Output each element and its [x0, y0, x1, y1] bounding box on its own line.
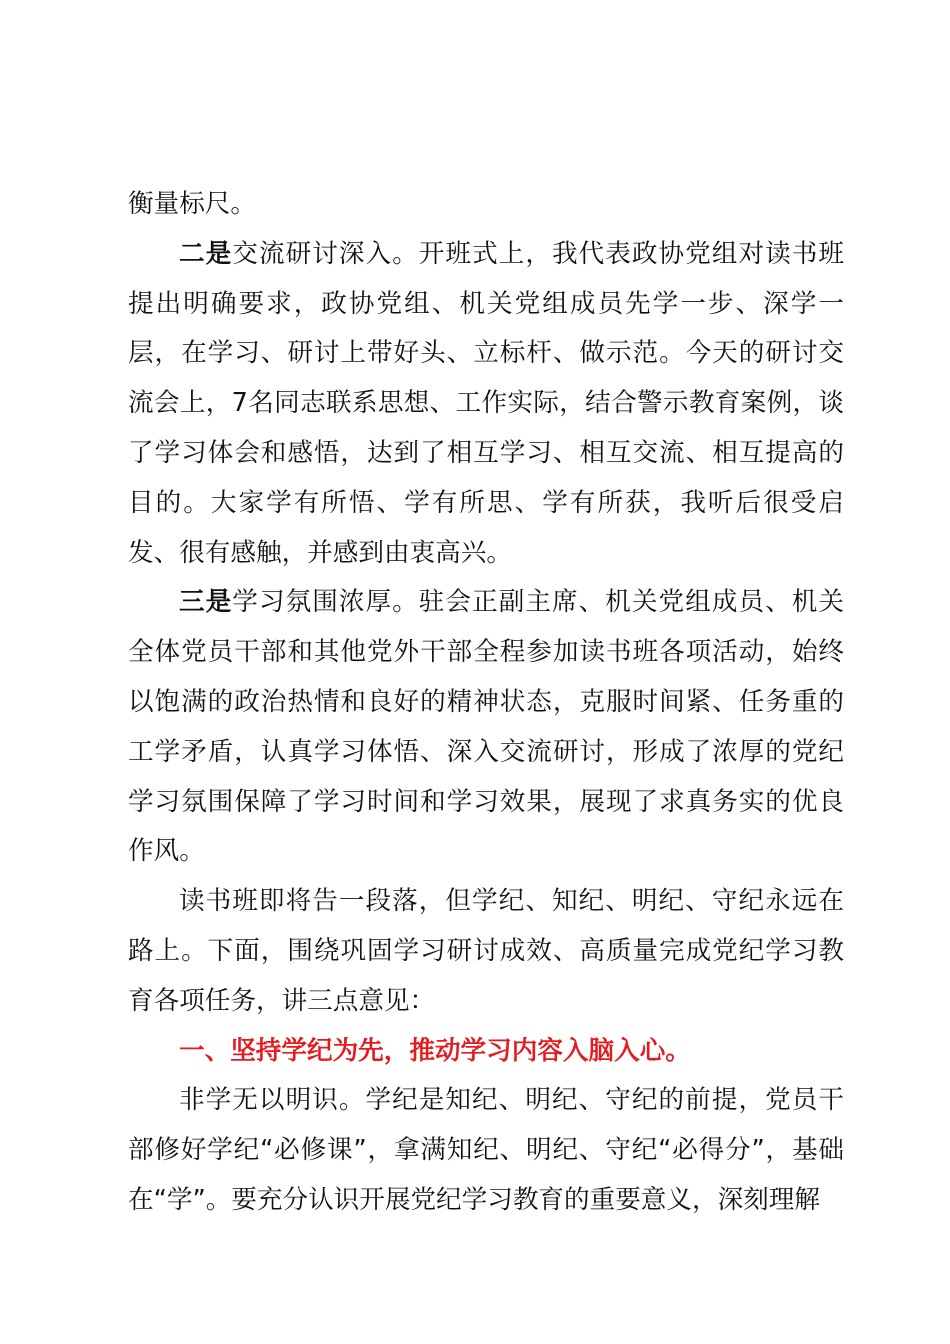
document-page: [128, 180, 844, 1226]
section-heading-text: 一、坚持学纪为先，推动学习内容入脑入心。: [179, 1035, 691, 1066]
paragraph-section-one-body: [128, 1076, 844, 1225]
paragraph-point-two: [128, 230, 844, 579]
paragraph-continuation: [128, 180, 844, 230]
paragraph-text: 交流研讨深入。开班式上，我代表政协党组对读书班提出明确要求，政协党组、机关党组成员先学一步、深学一层，在学习、研讨上带好头、立标杆、做示范。今天的研讨交流会上，7名同志联系思想、工作实际，结合警示教育案例，谈了学习体会和感悟，达到了相互学习、相互交流、相互提高的目的。大家学有所悟、学有所思、学有所获，我听后很受启发、很有感触，并感到由衷高兴。: [128, 238, 844, 568]
paragraph-text: 衡量标尺。: [128, 189, 256, 219]
paragraph-text: 非学无以明识。学纪是知纪、明纪、守纪的前提，党员干部修好学纪“必修课”，拿满知纪、明纪、守纪“必得分”，基础在“学”。要充分认识开展党纪学习教育的重要意义，深刻理解: [128, 1085, 844, 1215]
paragraph-lead: 二是: [179, 238, 233, 269]
paragraph-transition: [128, 877, 844, 1026]
section-heading-one: [128, 1027, 844, 1077]
paragraph-text: 学习氛围浓厚。驻会正副主席、机关党组成员、机关全体党员干部和其他党外干部全程参加读书班各项活动，始终以饱满的政治热情和良好的精神状态，克服时间紧、任务重的工学矛盾，认真学习体悟、深入交流研讨，形成了浓厚的党纪学习氛围保障了学习时间和学习效果，展现了求真务实的优良作风。: [128, 587, 844, 867]
paragraph-point-three: [128, 578, 844, 877]
paragraph-text: 读书班即将告一段落，但学纪、知纪、明纪、守纪永远在路上。下面，围绕巩固学习研讨成效、高质量完成党纪学习教育各项任务，讲三点意见：: [128, 886, 844, 1016]
paragraph-lead: 三是: [179, 587, 233, 618]
